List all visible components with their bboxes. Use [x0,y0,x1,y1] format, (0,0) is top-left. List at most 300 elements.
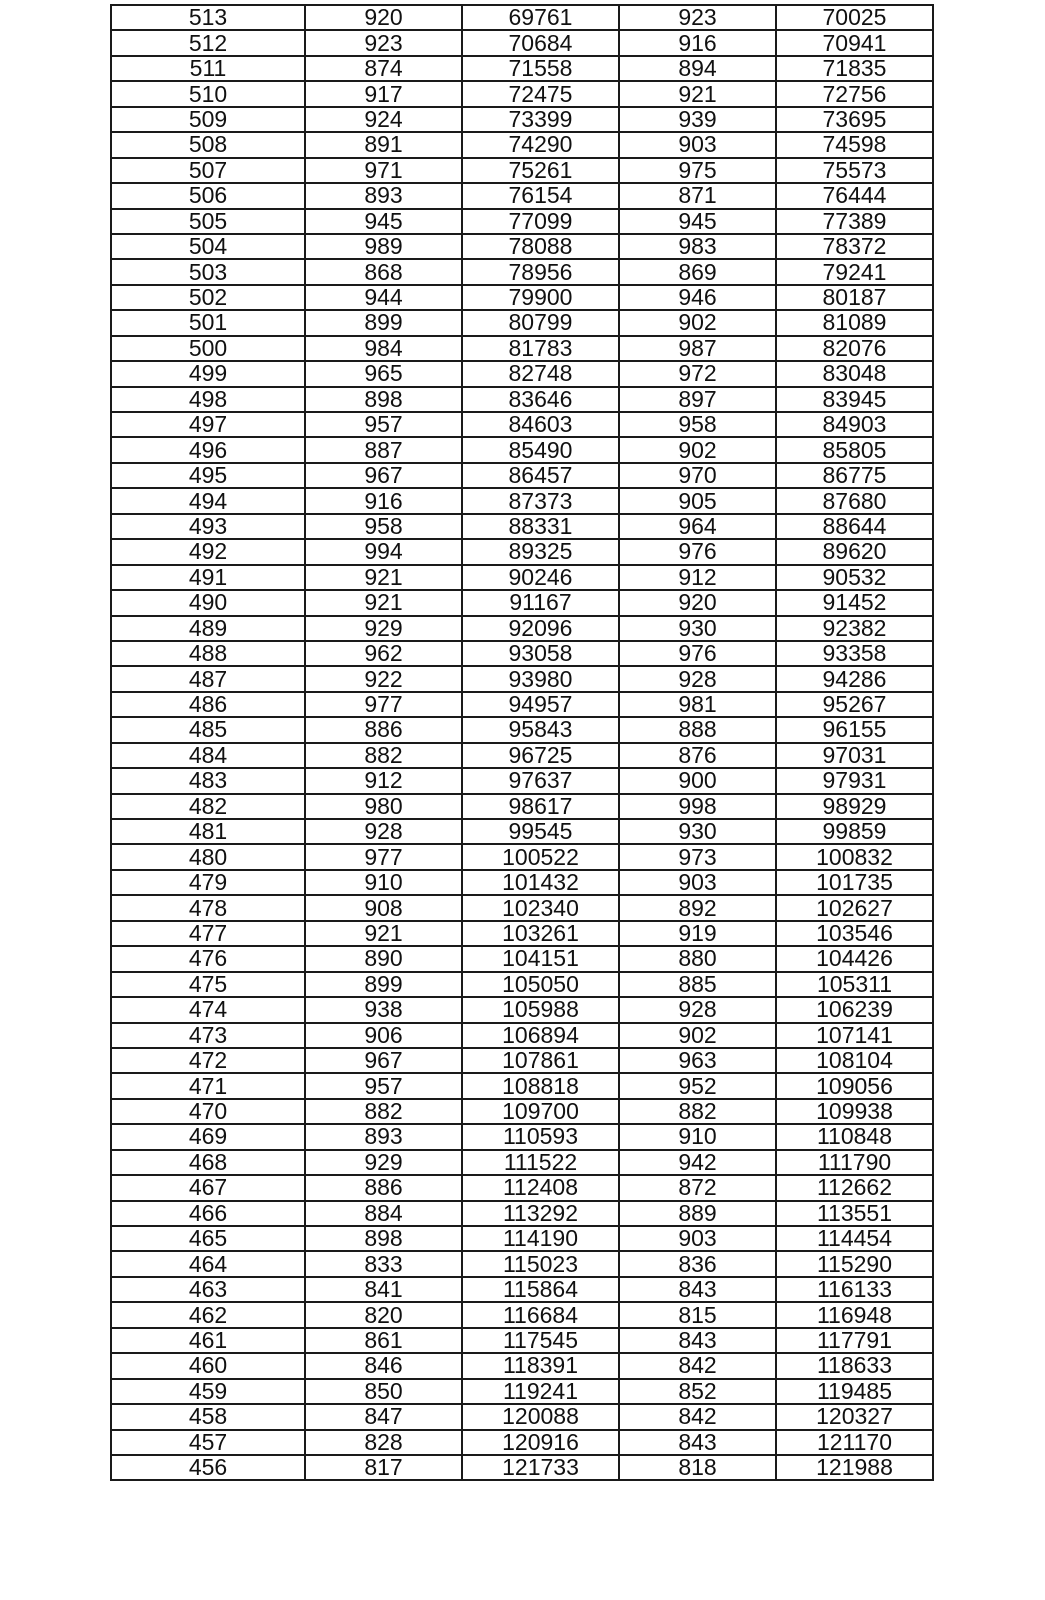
cumulative-b-cell: 113551 [776,1201,933,1226]
score-cell: 460 [111,1353,305,1378]
count-a-cell: 874 [305,56,462,81]
count-a-cell: 916 [305,488,462,513]
table-row [111,1328,933,1353]
score-cell: 477 [111,921,305,946]
table-row [111,997,933,1022]
cumulative-a-cell: 108818 [462,1073,619,1098]
score-cell: 508 [111,132,305,157]
cumulative-a-cell: 119241 [462,1379,619,1404]
table-row [111,794,933,819]
cumulative-b-cell: 120327 [776,1404,933,1429]
cumulative-b-cell: 75573 [776,158,933,183]
count-b-cell: 871 [619,183,776,208]
table-row [111,1124,933,1149]
score-cell: 465 [111,1226,305,1251]
count-a-cell: 944 [305,285,462,310]
score-cell: 487 [111,666,305,691]
cumulative-a-cell: 109700 [462,1099,619,1124]
table-row [111,463,933,488]
count-a-cell: 917 [305,81,462,106]
count-b-cell: 836 [619,1251,776,1276]
table-row [111,183,933,208]
cumulative-a-cell: 93058 [462,641,619,666]
count-a-cell: 908 [305,895,462,920]
cumulative-a-cell: 87373 [462,488,619,513]
cumulative-b-cell: 112662 [776,1175,933,1200]
cumulative-b-cell: 73695 [776,107,933,132]
cumulative-a-cell: 78088 [462,234,619,259]
table-row [111,361,933,386]
score-cell: 475 [111,972,305,997]
count-a-cell: 861 [305,1328,462,1353]
count-a-cell: 929 [305,616,462,641]
cumulative-a-cell: 71558 [462,56,619,81]
cumulative-a-cell: 112408 [462,1175,619,1200]
count-a-cell: 898 [305,1226,462,1251]
score-cell: 507 [111,158,305,183]
table-row [111,692,933,717]
table-row [111,1455,933,1480]
cumulative-a-cell: 103261 [462,921,619,946]
count-b-cell: 910 [619,1124,776,1149]
cumulative-b-cell: 70941 [776,30,933,55]
cumulative-b-cell: 93358 [776,641,933,666]
count-a-cell: 994 [305,539,462,564]
cumulative-b-cell: 78372 [776,234,933,259]
count-a-cell: 967 [305,463,462,488]
cumulative-a-cell: 93980 [462,666,619,691]
cumulative-b-cell: 116948 [776,1302,933,1327]
count-b-cell: 964 [619,514,776,539]
score-cell: 505 [111,209,305,234]
cumulative-a-cell: 110593 [462,1124,619,1149]
cumulative-b-cell: 97031 [776,743,933,768]
count-b-cell: 843 [619,1328,776,1353]
cumulative-b-cell: 101735 [776,870,933,895]
count-a-cell: 938 [305,997,462,1022]
count-b-cell: 928 [619,666,776,691]
cumulative-b-cell: 80187 [776,285,933,310]
count-b-cell: 963 [619,1048,776,1073]
cumulative-a-cell: 117545 [462,1328,619,1353]
cumulative-a-cell: 77099 [462,209,619,234]
table-row [111,921,933,946]
score-cell: 466 [111,1201,305,1226]
count-a-cell: 899 [305,310,462,335]
count-a-cell: 921 [305,921,462,946]
count-b-cell: 942 [619,1150,776,1175]
cumulative-b-cell: 111790 [776,1150,933,1175]
table-row [111,1048,933,1073]
table-row [111,132,933,157]
score-cell: 461 [111,1328,305,1353]
score-cell: 513 [111,5,305,30]
cumulative-a-cell: 76154 [462,183,619,208]
count-a-cell: 912 [305,768,462,793]
count-b-cell: 970 [619,463,776,488]
table-row [111,641,933,666]
cumulative-a-cell: 115023 [462,1251,619,1276]
cumulative-b-cell: 99859 [776,819,933,844]
cumulative-a-cell: 98617 [462,794,619,819]
cumulative-b-cell: 88644 [776,514,933,539]
cumulative-a-cell: 88331 [462,514,619,539]
count-b-cell: 945 [619,209,776,234]
score-cell: 459 [111,1379,305,1404]
table-row [111,234,933,259]
cumulative-b-cell: 70025 [776,5,933,30]
cumulative-a-cell: 95843 [462,717,619,742]
count-b-cell: 902 [619,437,776,462]
score-cell: 506 [111,183,305,208]
cumulative-b-cell: 115290 [776,1251,933,1276]
table-row [111,972,933,997]
cumulative-a-cell: 105050 [462,972,619,997]
cumulative-b-cell: 103546 [776,921,933,946]
cumulative-a-cell: 70684 [462,30,619,55]
cumulative-a-cell: 91167 [462,590,619,615]
count-a-cell: 906 [305,1023,462,1048]
count-a-cell: 928 [305,819,462,844]
count-b-cell: 987 [619,336,776,361]
cumulative-a-cell: 99545 [462,819,619,844]
score-cell: 478 [111,895,305,920]
score-cell: 493 [111,514,305,539]
table-row [111,336,933,361]
table-row [111,565,933,590]
count-a-cell: 833 [305,1251,462,1276]
score-cell: 472 [111,1048,305,1073]
count-a-cell: 891 [305,132,462,157]
count-b-cell: 973 [619,844,776,869]
table-row [111,946,933,971]
cumulative-a-cell: 85490 [462,437,619,462]
count-b-cell: 976 [619,641,776,666]
count-b-cell: 852 [619,1379,776,1404]
table-row [111,209,933,234]
cumulative-b-cell: 72756 [776,81,933,106]
table-row [111,590,933,615]
cumulative-a-cell: 102340 [462,895,619,920]
count-b-cell: 905 [619,488,776,513]
count-b-cell: 900 [619,768,776,793]
score-cell: 485 [111,717,305,742]
table-row [111,616,933,641]
count-b-cell: 885 [619,972,776,997]
table-row [111,1099,933,1124]
table-row [111,1251,933,1276]
table-row [111,895,933,920]
score-cell: 458 [111,1404,305,1429]
count-b-cell: 952 [619,1073,776,1098]
count-b-cell: 921 [619,81,776,106]
table-row [111,539,933,564]
table-row [111,1430,933,1455]
cumulative-a-cell: 92096 [462,616,619,641]
cumulative-b-cell: 71835 [776,56,933,81]
cumulative-b-cell: 89620 [776,539,933,564]
count-a-cell: 899 [305,972,462,997]
table-row [111,1023,933,1048]
table-row [111,412,933,437]
score-cell: 495 [111,463,305,488]
score-cell: 467 [111,1175,305,1200]
cumulative-b-cell: 82076 [776,336,933,361]
cumulative-a-cell: 75261 [462,158,619,183]
cumulative-b-cell: 118633 [776,1353,933,1378]
cumulative-b-cell: 121988 [776,1455,933,1480]
table-row [111,107,933,132]
count-a-cell: 820 [305,1302,462,1327]
count-a-cell: 984 [305,336,462,361]
table-row [111,158,933,183]
count-a-cell: 921 [305,565,462,590]
count-b-cell: 872 [619,1175,776,1200]
count-b-cell: 894 [619,56,776,81]
cumulative-a-cell: 118391 [462,1353,619,1378]
cumulative-b-cell: 117791 [776,1328,933,1353]
count-a-cell: 898 [305,387,462,412]
table-row [111,437,933,462]
cumulative-b-cell: 90532 [776,565,933,590]
count-a-cell: 882 [305,743,462,768]
score-cell: 500 [111,336,305,361]
cumulative-a-cell: 121733 [462,1455,619,1480]
table-row [111,1404,933,1429]
cumulative-b-cell: 114454 [776,1226,933,1251]
cumulative-a-cell: 111522 [462,1150,619,1175]
score-cell: 502 [111,285,305,310]
table-row [111,56,933,81]
count-b-cell: 981 [619,692,776,717]
score-cell: 510 [111,81,305,106]
table-row [111,1201,933,1226]
cumulative-b-cell: 116133 [776,1277,933,1302]
cumulative-a-cell: 113292 [462,1201,619,1226]
count-a-cell: 893 [305,183,462,208]
count-b-cell: 892 [619,895,776,920]
count-b-cell: 919 [619,921,776,946]
count-b-cell: 930 [619,616,776,641]
cumulative-b-cell: 119485 [776,1379,933,1404]
table-row [111,81,933,106]
table-row [111,514,933,539]
score-cell: 504 [111,234,305,259]
count-b-cell: 958 [619,412,776,437]
cumulative-b-cell: 110848 [776,1124,933,1149]
cumulative-b-cell: 108104 [776,1048,933,1073]
cumulative-b-cell: 79241 [776,259,933,284]
cumulative-b-cell: 95267 [776,692,933,717]
cumulative-a-cell: 90246 [462,565,619,590]
count-b-cell: 888 [619,717,776,742]
cumulative-a-cell: 94957 [462,692,619,717]
table-row [111,870,933,895]
table-row [111,1073,933,1098]
cumulative-a-cell: 106894 [462,1023,619,1048]
score-cell: 480 [111,844,305,869]
score-cell: 498 [111,387,305,412]
score-cell: 490 [111,590,305,615]
cumulative-a-cell: 114190 [462,1226,619,1251]
count-b-cell: 843 [619,1277,776,1302]
cumulative-a-cell: 79900 [462,285,619,310]
score-cell: 488 [111,641,305,666]
score-cell: 511 [111,56,305,81]
score-cell: 512 [111,30,305,55]
score-cell: 476 [111,946,305,971]
table-row [111,1150,933,1175]
count-b-cell: 869 [619,259,776,284]
cumulative-a-cell: 115864 [462,1277,619,1302]
cumulative-b-cell: 105311 [776,972,933,997]
count-a-cell: 846 [305,1353,462,1378]
count-b-cell: 889 [619,1201,776,1226]
cumulative-a-cell: 89325 [462,539,619,564]
score-cell: 456 [111,1455,305,1480]
cumulative-b-cell: 83048 [776,361,933,386]
count-a-cell: 884 [305,1201,462,1226]
cumulative-a-cell: 97637 [462,768,619,793]
table-row [111,1277,933,1302]
score-cell: 492 [111,539,305,564]
count-a-cell: 886 [305,1175,462,1200]
count-a-cell: 910 [305,870,462,895]
count-a-cell: 828 [305,1430,462,1455]
cumulative-b-cell: 92382 [776,616,933,641]
cumulative-a-cell: 72475 [462,81,619,106]
count-a-cell: 957 [305,412,462,437]
count-a-cell: 958 [305,514,462,539]
count-b-cell: 815 [619,1302,776,1327]
count-a-cell: 923 [305,30,462,55]
table-row [111,30,933,55]
count-a-cell: 980 [305,794,462,819]
table-row [111,1175,933,1200]
score-cell: 509 [111,107,305,132]
score-cell: 503 [111,259,305,284]
count-a-cell: 989 [305,234,462,259]
table-row [111,259,933,284]
cumulative-b-cell: 76444 [776,183,933,208]
cumulative-b-cell: 91452 [776,590,933,615]
count-b-cell: 939 [619,107,776,132]
count-b-cell: 903 [619,870,776,895]
cumulative-a-cell: 100522 [462,844,619,869]
score-cell: 473 [111,1023,305,1048]
count-a-cell: 921 [305,590,462,615]
cumulative-b-cell: 77389 [776,209,933,234]
score-cell: 497 [111,412,305,437]
table-row [111,1379,933,1404]
count-b-cell: 843 [619,1430,776,1455]
table-row [111,387,933,412]
cumulative-b-cell: 96155 [776,717,933,742]
table-row [111,310,933,335]
count-a-cell: 850 [305,1379,462,1404]
count-b-cell: 983 [619,234,776,259]
count-b-cell: 876 [619,743,776,768]
score-cell: 483 [111,768,305,793]
count-a-cell: 847 [305,1404,462,1429]
count-a-cell: 887 [305,437,462,462]
count-b-cell: 902 [619,1023,776,1048]
score-cell: 470 [111,1099,305,1124]
cumulative-a-cell: 120916 [462,1430,619,1455]
count-a-cell: 962 [305,641,462,666]
table-row [111,1226,933,1251]
count-b-cell: 972 [619,361,776,386]
score-cell: 479 [111,870,305,895]
cumulative-a-cell: 78956 [462,259,619,284]
cumulative-a-cell: 84603 [462,412,619,437]
cumulative-b-cell: 107141 [776,1023,933,1048]
count-a-cell: 841 [305,1277,462,1302]
score-cell: 484 [111,743,305,768]
count-a-cell: 945 [305,209,462,234]
score-cell: 491 [111,565,305,590]
count-a-cell: 890 [305,946,462,971]
count-a-cell: 868 [305,259,462,284]
cumulative-a-cell: 74290 [462,132,619,157]
count-b-cell: 903 [619,1226,776,1251]
cumulative-b-cell: 94286 [776,666,933,691]
count-a-cell: 920 [305,5,462,30]
count-a-cell: 922 [305,666,462,691]
cumulative-b-cell: 104426 [776,946,933,971]
score-cell: 463 [111,1277,305,1302]
score-cell: 471 [111,1073,305,1098]
count-a-cell: 886 [305,717,462,742]
count-b-cell: 903 [619,132,776,157]
count-a-cell: 965 [305,361,462,386]
table-row [111,717,933,742]
table-row [111,285,933,310]
cumulative-b-cell: 109938 [776,1099,933,1124]
cumulative-b-cell: 81089 [776,310,933,335]
count-b-cell: 920 [619,590,776,615]
score-cell: 464 [111,1251,305,1276]
count-b-cell: 902 [619,310,776,335]
score-cell: 486 [111,692,305,717]
cumulative-b-cell: 86775 [776,463,933,488]
count-b-cell: 842 [619,1353,776,1378]
count-a-cell: 977 [305,844,462,869]
count-b-cell: 923 [619,5,776,30]
score-cell: 457 [111,1430,305,1455]
table-row [111,666,933,691]
table-row [111,743,933,768]
score-cell: 494 [111,488,305,513]
count-a-cell: 967 [305,1048,462,1073]
count-b-cell: 976 [619,539,776,564]
score-cell: 469 [111,1124,305,1149]
count-b-cell: 998 [619,794,776,819]
cumulative-a-cell: 82748 [462,361,619,386]
score-cell: 482 [111,794,305,819]
score-cell: 501 [111,310,305,335]
cumulative-a-cell: 104151 [462,946,619,971]
count-a-cell: 977 [305,692,462,717]
count-a-cell: 893 [305,1124,462,1149]
table-row [111,819,933,844]
score-cell: 489 [111,616,305,641]
count-a-cell: 971 [305,158,462,183]
table-body [111,5,933,1480]
count-b-cell: 928 [619,997,776,1022]
count-a-cell: 817 [305,1455,462,1480]
cumulative-b-cell: 98929 [776,794,933,819]
